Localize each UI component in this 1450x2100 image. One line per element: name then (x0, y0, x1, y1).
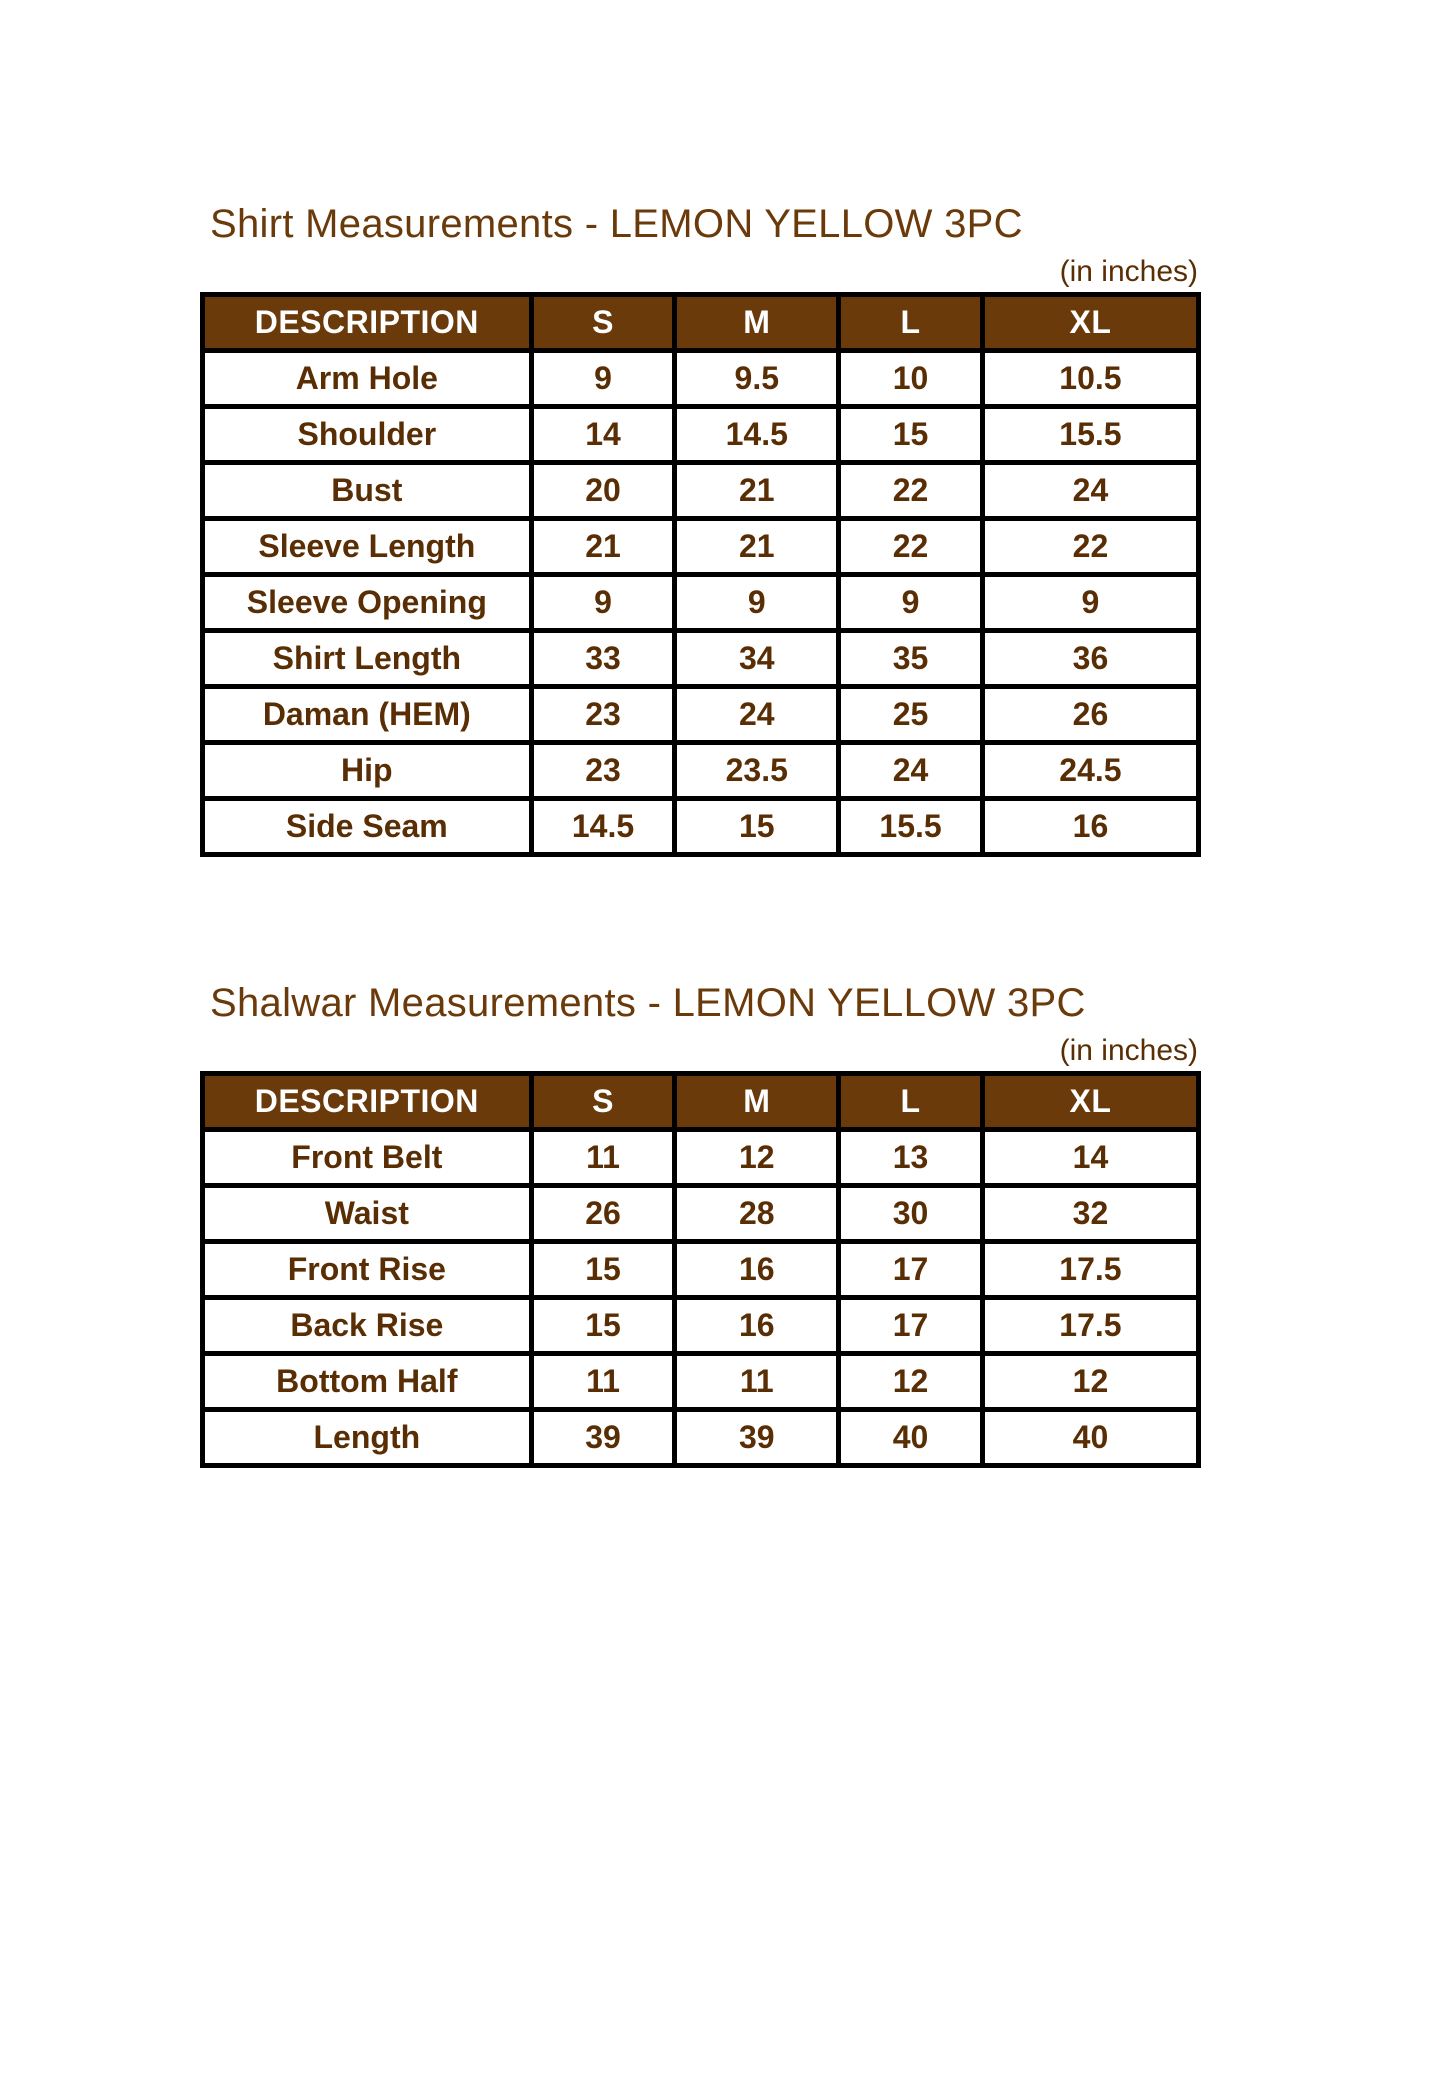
cell-size-l: 17 (839, 1242, 983, 1298)
cell-size-l: 12 (839, 1354, 983, 1410)
table-row (203, 407, 1199, 463)
shalwar-measurements-table (200, 1071, 1201, 1468)
table-row (203, 1130, 1199, 1186)
cell-size-xl: 32 (982, 1186, 1198, 1242)
shirt-table-body (203, 351, 1199, 855)
cell-size-m: 28 (675, 1186, 839, 1242)
header-size-l: L (839, 1074, 983, 1130)
cell-size-l: 40 (839, 1410, 983, 1466)
cell-size-xl: 24.5 (982, 743, 1198, 799)
cell-size-xl: 12 (982, 1354, 1198, 1410)
cell-size-xl: 36 (982, 631, 1198, 687)
cell-description: Front Belt (203, 1130, 532, 1186)
cell-size-xl: 17.5 (982, 1242, 1198, 1298)
shirt-measurements-table (200, 292, 1201, 857)
cell-description: Front Rise (203, 1242, 532, 1298)
cell-size-xl: 16 (982, 799, 1198, 855)
cell-size-s: 14 (531, 407, 675, 463)
table-header-row (203, 1074, 1199, 1130)
header-size-xl: XL (982, 1074, 1198, 1130)
cell-size-xl: 15.5 (982, 407, 1198, 463)
shirt-measurements-section (200, 196, 1200, 857)
cell-size-s: 9 (531, 351, 675, 407)
cell-size-m: 16 (675, 1242, 839, 1298)
cell-size-l: 9 (839, 575, 983, 631)
cell-description: Bottom Half (203, 1354, 532, 1410)
shalwar-title: Shalwar Measurements - LEMON YELLOW 3PC (210, 981, 1086, 1025)
cell-description: Hip (203, 743, 532, 799)
cell-size-l: 30 (839, 1186, 983, 1242)
cell-size-m: 12 (675, 1130, 839, 1186)
cell-description: Bust (203, 463, 532, 519)
cell-size-m: 11 (675, 1354, 839, 1410)
header-description: DESCRIPTION (203, 295, 532, 351)
cell-size-s: 33 (531, 631, 675, 687)
table-row (203, 1298, 1199, 1354)
table-row (203, 519, 1199, 575)
cell-size-m: 9 (675, 575, 839, 631)
table-row (203, 799, 1199, 855)
cell-size-l: 22 (839, 463, 983, 519)
cell-size-m: 24 (675, 687, 839, 743)
table-row (203, 1410, 1199, 1466)
cell-size-xl: 22 (982, 519, 1198, 575)
header-size-s: S (531, 1074, 675, 1130)
cell-size-s: 9 (531, 575, 675, 631)
cell-size-s: 21 (531, 519, 675, 575)
cell-size-m: 23.5 (675, 743, 839, 799)
table-row (203, 463, 1199, 519)
table-row (203, 575, 1199, 631)
cell-description: Length (203, 1410, 532, 1466)
cell-size-s: 15 (531, 1242, 675, 1298)
header-size-m: M (675, 1074, 839, 1130)
cell-description: Arm Hole (203, 351, 532, 407)
cell-size-m: 21 (675, 519, 839, 575)
cell-size-s: 23 (531, 743, 675, 799)
cell-size-l: 13 (839, 1130, 983, 1186)
cell-size-xl: 17.5 (982, 1298, 1198, 1354)
cell-description: Waist (203, 1186, 532, 1242)
cell-size-l: 10 (839, 351, 983, 407)
table-row (203, 743, 1199, 799)
cell-size-m: 14.5 (675, 407, 839, 463)
cell-size-s: 39 (531, 1410, 675, 1466)
shirt-unit-label: (in inches) (1059, 255, 1198, 288)
cell-size-xl: 26 (982, 687, 1198, 743)
table-row (203, 351, 1199, 407)
cell-size-l: 15.5 (839, 799, 983, 855)
cell-size-xl: 40 (982, 1410, 1198, 1466)
cell-size-s: 11 (531, 1354, 675, 1410)
cell-description: Back Rise (203, 1298, 532, 1354)
header-description: DESCRIPTION (203, 1074, 532, 1130)
cell-size-m: 34 (675, 631, 839, 687)
table-row (203, 631, 1199, 687)
table-row (203, 1354, 1199, 1410)
header-size-l: L (839, 295, 983, 351)
table-row (203, 687, 1199, 743)
header-size-m: M (675, 295, 839, 351)
cell-description: Sleeve Opening (203, 575, 532, 631)
shalwar-unit-label: (in inches) (1059, 1034, 1198, 1067)
cell-size-xl: 9 (982, 575, 1198, 631)
cell-size-m: 39 (675, 1410, 839, 1466)
cell-size-s: 23 (531, 687, 675, 743)
shalwar-measurements-section (200, 975, 1200, 1468)
cell-size-l: 22 (839, 519, 983, 575)
table-header-row (203, 295, 1199, 351)
cell-size-s: 26 (531, 1186, 675, 1242)
cell-size-xl: 24 (982, 463, 1198, 519)
cell-size-l: 15 (839, 407, 983, 463)
cell-description: Sleeve Length (203, 519, 532, 575)
cell-size-m: 9.5 (675, 351, 839, 407)
cell-size-s: 20 (531, 463, 675, 519)
cell-size-m: 21 (675, 463, 839, 519)
table-row (203, 1186, 1199, 1242)
cell-description: Shoulder (203, 407, 532, 463)
header-size-s: S (531, 295, 675, 351)
cell-size-m: 15 (675, 799, 839, 855)
cell-size-l: 24 (839, 743, 983, 799)
header-size-xl: XL (982, 295, 1198, 351)
cell-size-l: 25 (839, 687, 983, 743)
cell-size-s: 14.5 (531, 799, 675, 855)
shirt-title: Shirt Measurements - LEMON YELLOW 3PC (210, 202, 1023, 246)
cell-description: Side Seam (203, 799, 532, 855)
cell-size-xl: 14 (982, 1130, 1198, 1186)
cell-size-s: 11 (531, 1130, 675, 1186)
cell-size-m: 16 (675, 1298, 839, 1354)
cell-description: Daman (HEM) (203, 687, 532, 743)
table-row (203, 1242, 1199, 1298)
cell-size-xl: 10.5 (982, 351, 1198, 407)
cell-size-s: 15 (531, 1298, 675, 1354)
cell-size-l: 17 (839, 1298, 983, 1354)
cell-size-l: 35 (839, 631, 983, 687)
cell-description: Shirt Length (203, 631, 532, 687)
shalwar-table-body (203, 1130, 1199, 1466)
